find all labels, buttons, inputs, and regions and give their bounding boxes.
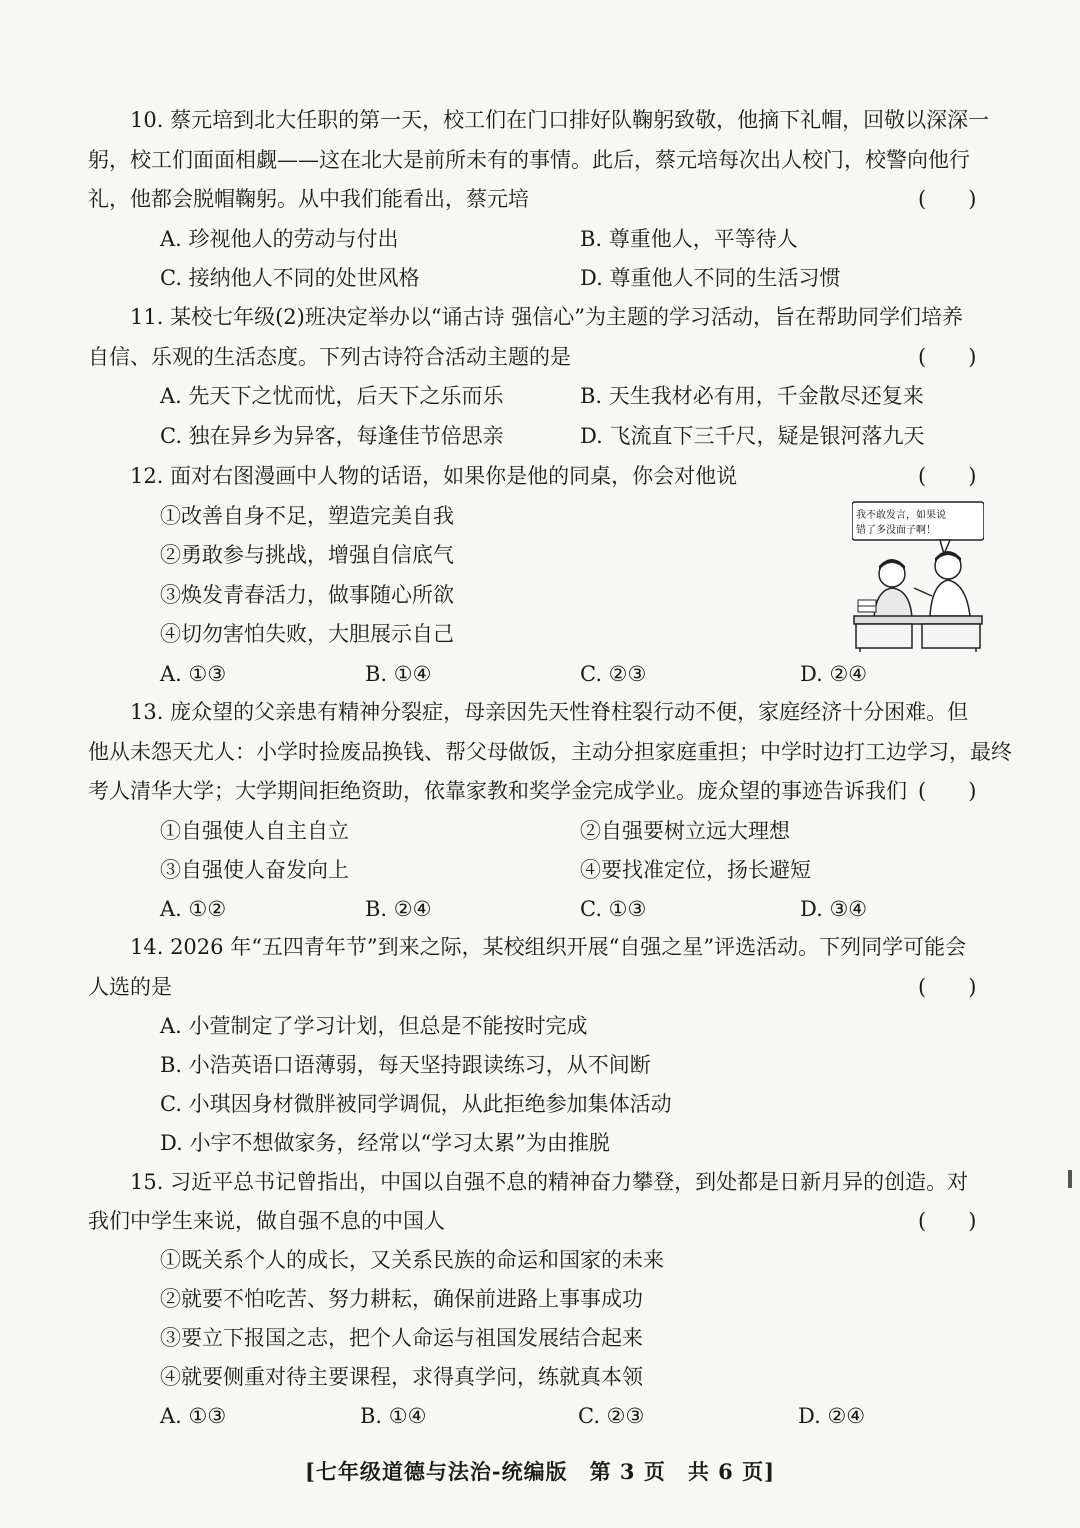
q10-stem-line3: 礼，他都会脱帽鞠躬。从中我们能看出，蔡元培 — [88, 187, 529, 211]
q15-stem-line1: 15. 习近平总书记曾指出，中国以自强不息的精神奋力攀登，到处都是日新月异的创造。对 — [130, 1170, 969, 1194]
q15-option-a: A. ①③ — [160, 1404, 227, 1428]
q15-option-b: B. ①④ — [360, 1404, 427, 1428]
q12-option-d: D. ②④ — [800, 662, 868, 686]
q12-option-c: C. ②③ — [580, 662, 647, 686]
classroom-cartoon-illustration — [852, 500, 984, 652]
q11-option-a: A. 先天下之忧而忧，后天下之乐而乐 — [160, 384, 504, 408]
q15-option-d: D. ②④ — [798, 1404, 866, 1428]
q14-answer-paren: ( ) — [918, 975, 977, 999]
cartoon-speech-line2: 错了多没面子啊！ — [856, 525, 936, 536]
q11-option-c: C. 独在异乡为异客，每逢佳节倍思亲 — [160, 424, 504, 448]
q11-stem-line1: 11. 某校七年级(2)班决定举办以“诵古诗 强信心”为主题的学习活动，旨在帮助同学们培养 — [130, 305, 963, 329]
q10-option-d: D. 尊重他人不同的生活习惯 — [580, 266, 841, 290]
q13-statement-3: ③自强使人奋发向上 — [160, 858, 349, 882]
q14-option-c: C. 小琪因身材微胖被同学调侃，从此拒绝参加集体活动 — [160, 1092, 672, 1116]
q10-option-a: A. 珍视他人的劳动与付出 — [160, 227, 399, 251]
q13-stem-line3: 考人清华大学；大学期间拒绝资助，依靠家教和奖学金完成学业。庞众望的事迹告诉我们 — [88, 779, 907, 803]
q13-option-d: D. ③④ — [800, 897, 868, 921]
q13-option-b: B. ②④ — [365, 897, 432, 921]
q10-stem-line1: 10. 蔡元培到北大任职的第一天，校工们在门口排好队鞠躬致敬，他摘下礼帽，回敬以深深一 — [130, 108, 990, 132]
q15-stem-line2: 我们中学生来说，做自强不息的中国人 — [88, 1209, 445, 1233]
q13-option-a: A. ①② — [160, 897, 227, 921]
q10-answer-paren: ( ) — [918, 187, 977, 211]
scan-edge-mark — [1068, 1170, 1072, 1188]
q10-stem-line2: 躬，校工们面面相觑——这在北大是前所未有的事情。此后，蔡元培每次出人校门，校警向他行 — [88, 148, 970, 172]
q13-option-c: C. ①③ — [580, 897, 647, 921]
q12-statement-4: ④切勿害怕失败，大胆展示自己 — [160, 622, 454, 646]
q15-option-c: C. ②③ — [578, 1404, 645, 1428]
q11-stem-line2: 自信、乐观的生活态度。下列古诗符合活动主题的是 — [88, 345, 571, 369]
cartoon-speech-line1: 我不敢发言，如果说 — [856, 510, 946, 521]
q12-statement-3: ③焕发青春活力，做事随心所欲 — [160, 583, 454, 607]
q11-answer-paren: ( ) — [918, 345, 977, 369]
q13-statement-2: ②自强要树立远大理想 — [580, 819, 790, 843]
q12-answer-paren: ( ) — [918, 464, 977, 488]
q14-stem-line2: 人选的是 — [88, 975, 172, 999]
q12-stem-line1: 12. 面对右图漫画中人物的话语，如果你是他的同桌，你会对他说 — [130, 464, 738, 488]
q14-option-b: B. 小浩英语口语薄弱，每天坚持跟读练习，从不间断 — [160, 1053, 651, 1077]
q15-statement-1: ①既关系个人的成长，又关系民族的命运和国家的未来 — [160, 1248, 664, 1272]
q14-option-d: D. 小宇不想做家务，经常以“学习太累”为由推脱 — [160, 1131, 610, 1155]
q12-statement-2: ②勇敢参与挑战，增强自信底气 — [160, 543, 454, 567]
q13-answer-paren: ( ) — [918, 779, 977, 803]
q11-option-b: B. 天生我材必有用，千金散尽还复来 — [580, 384, 924, 408]
q10-option-b: B. 尊重他人，平等待人 — [580, 227, 798, 251]
q13-stem-line1: 13. 庞众望的父亲患有精神分裂症，母亲因先天性脊柱裂行动不便，家庭经济十分困难。但 — [130, 700, 969, 724]
q13-statement-4: ④要找准定位，扬长避短 — [580, 858, 811, 882]
q14-stem-line1: 14. 2026 年“五四青年节”到来之际，某校组织开展“自强之星”评选活动。下列同学可能会 — [130, 935, 967, 959]
q15-statement-2: ②就要不怕吃苦、努力耕耘，确保前进路上事事成功 — [160, 1287, 643, 1311]
q12-option-b: B. ①④ — [365, 662, 432, 686]
q13-statement-1: ①自强使人自主自立 — [160, 819, 349, 843]
q15-answer-paren: ( ) — [918, 1209, 977, 1233]
q15-statement-4: ④就要侧重对待主要课程，求得真学问，练就真本领 — [160, 1365, 643, 1389]
q12-statement-1: ①改善自身不足，塑造完美自我 — [160, 504, 454, 528]
q13-stem-line2: 他从未怨天尤人：小学时捡废品换钱、帮父母做饭，主动分担家庭重担；中学时边打工边学习，最终 — [88, 740, 1012, 764]
q11-option-d: D. 飞流直下三千尺，疑是银河落九天 — [580, 424, 925, 448]
q12-option-a: A. ①③ — [160, 662, 227, 686]
q15-statement-3: ③要立下报国之志，把个人命运与祖国发展结合起来 — [160, 1326, 643, 1350]
q10-option-c: C. 接纳他人不同的处世风格 — [160, 266, 420, 290]
q14-option-a: A. 小萱制定了学习计划，但总是不能按时完成 — [160, 1014, 588, 1038]
page-footer: [七年级道德与法治-统编版 第 3 页 共 6 页] — [304, 1459, 776, 1484]
